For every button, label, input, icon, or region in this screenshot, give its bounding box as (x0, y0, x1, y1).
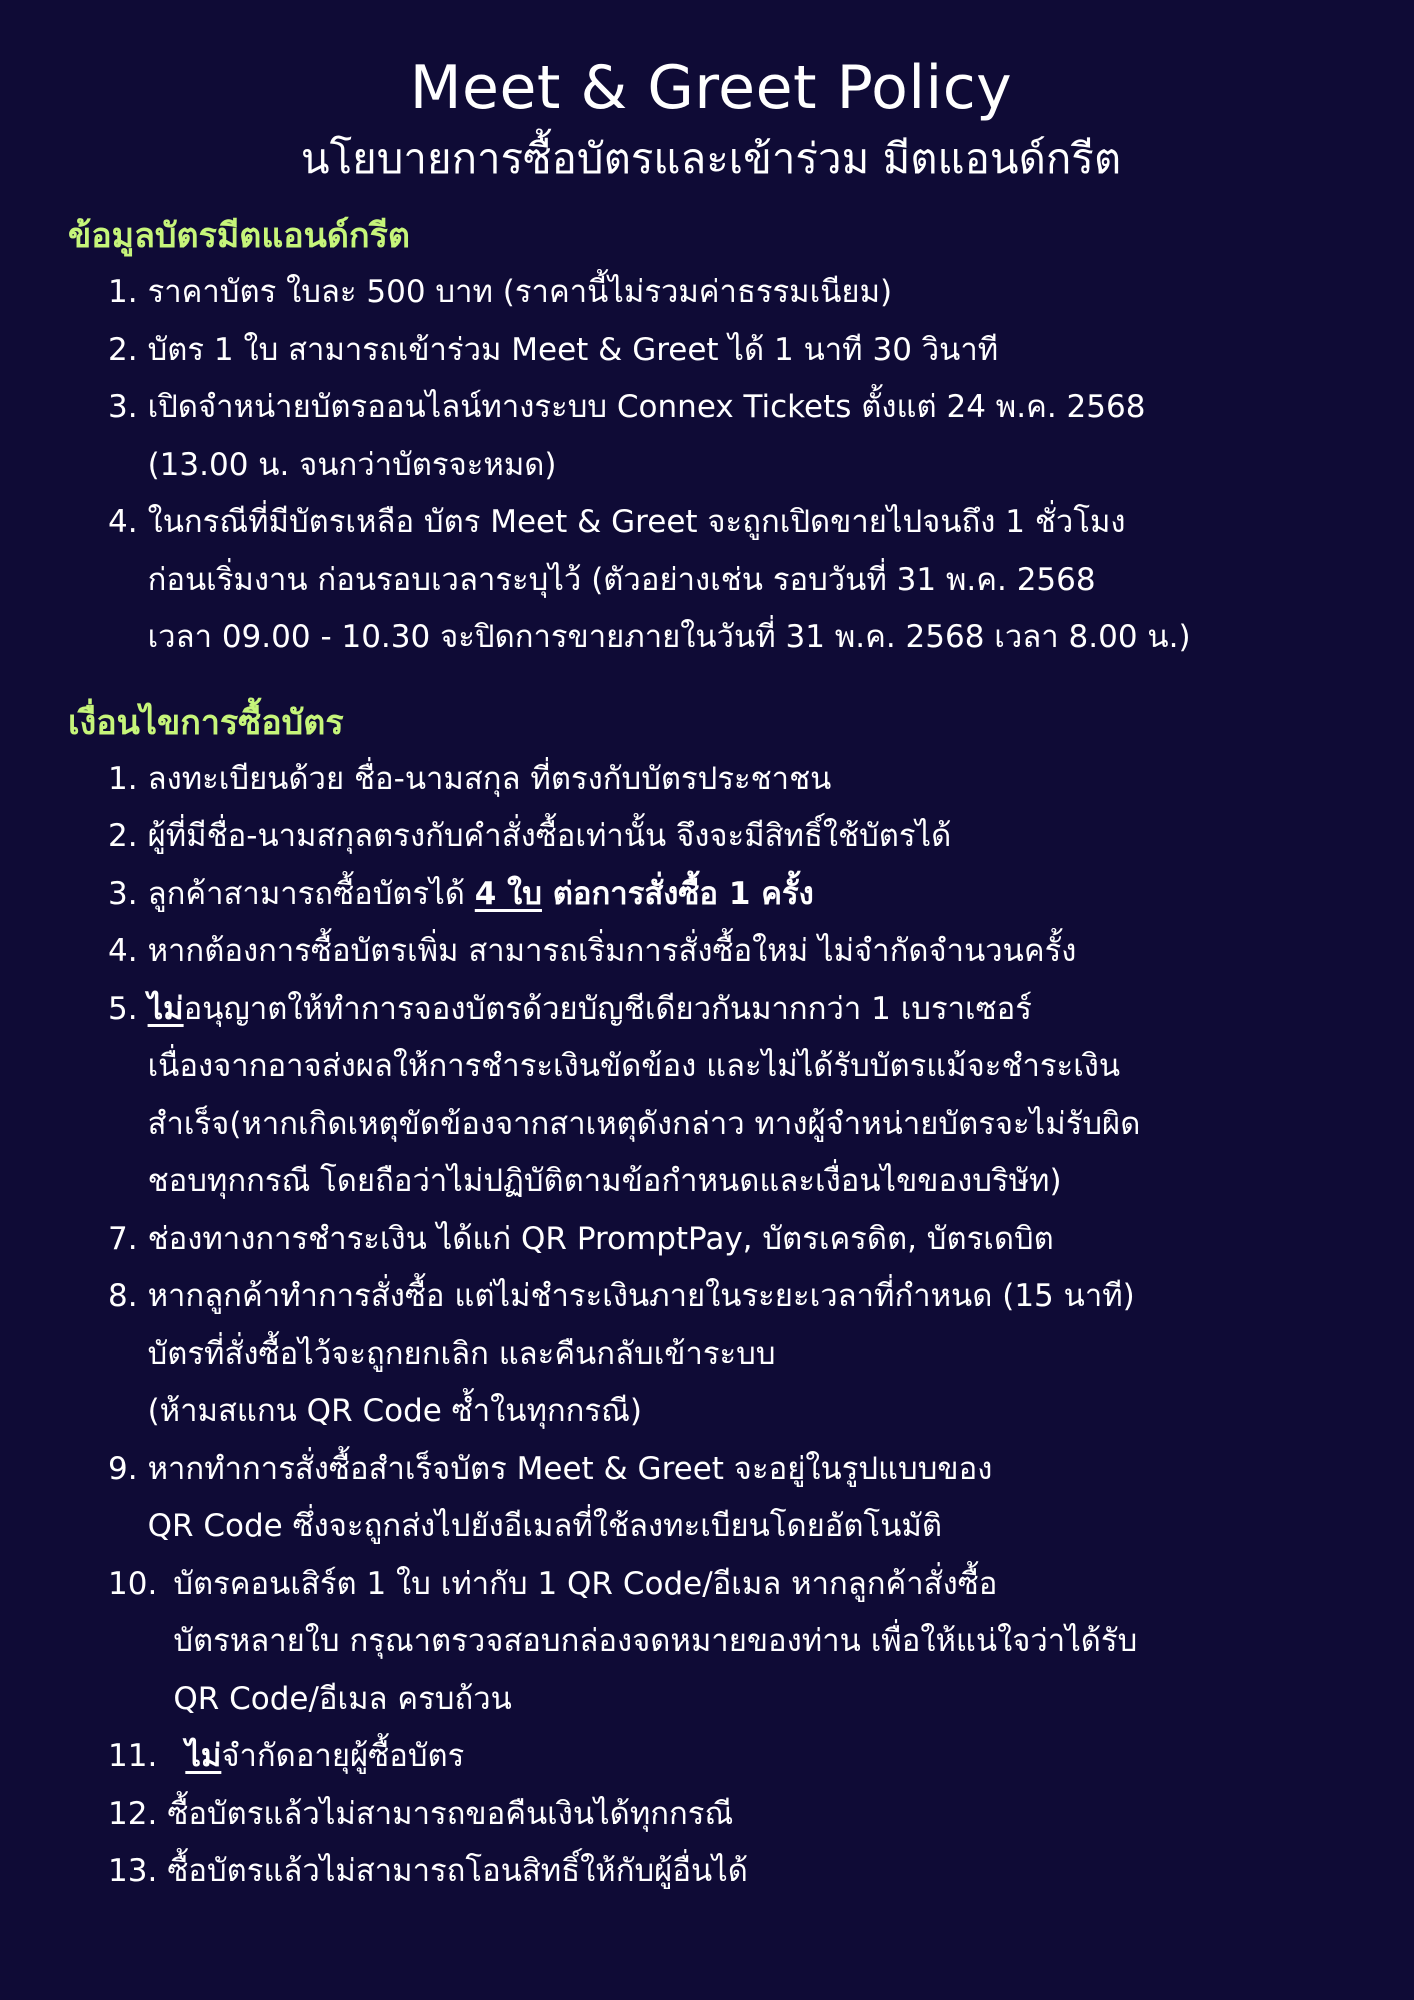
list-item (108, 1211, 1354, 1269)
list-item (108, 1728, 1354, 1786)
item-line (148, 866, 1354, 924)
ticket-info-heading: ข้อมูลบัตรมีตแอนด์กรีต (68, 216, 410, 256)
item-line: ผู้ที่มีชื่อ-นามสกุลตรงกับคำสั่งซื้อเท่านั้น จึงจะมีสิทธิ์ใช้บัตรได้ (147, 818, 952, 854)
item-line: (ห้ามสแกน QR Code ซ้ำในทุกกรณี) (147, 1393, 642, 1429)
item-number: 8. (108, 1278, 138, 1314)
list-item (108, 923, 1354, 981)
item-text (148, 923, 1354, 981)
item-text (148, 751, 1354, 809)
item-line: QR Code/อีเมล ครบถ้วน (173, 1680, 512, 1717)
item-text (148, 981, 1354, 1211)
item-text (148, 866, 1354, 924)
item-number: 4. (108, 933, 138, 969)
item-line: ลงทะเบียนด้วย ชื่อ-นามสกุล ที่ตรงกับบัตรประชาชน (147, 760, 832, 797)
item-text (148, 494, 1354, 667)
item-number: 9. (108, 1450, 138, 1487)
item-line: บัตร 1 ใบ สามารถเข้าร่วม Meet & Greet ได้ 1 นาที 30 วินาที (147, 331, 999, 368)
item-line: บัตรที่สั่งซื้อไว้จะถูกยกเลิก และคืนกลับเข้าระบบ (147, 1335, 776, 1372)
item-number: 13. (108, 1853, 158, 1889)
item-line: QR Code ซึ่งจะถูกส่งไปยังอีเมลที่ใช้ลงทะเบียนโดยอัตโนมัติ (147, 1508, 942, 1544)
purchase-conditions-list (68, 751, 1354, 1901)
item-line: ก่อนเริ่มงาน ก่อนรอบเวลาระบุไว้ (ตัวอย่างเช่น รอบวันที่ 31 พ.ค. 2568 (147, 561, 1096, 598)
item-line: บัตรหลายใบ กรุณาตรวจสอบกล่องจดหมายของท่าน เพื่อให้แน่ใจว่าได้รับ (173, 1623, 1138, 1659)
list-item (108, 1556, 1354, 1729)
item-line: เนื่องจากอาจส่งผลให้การชำระเงินขัดข้อง และไม่ได้รับบัตรแม้จะชำระเงิน (147, 1048, 1121, 1084)
item-number: 11. (108, 1738, 158, 1774)
item-number: 5. (108, 990, 138, 1027)
list-item (108, 1786, 1354, 1844)
item-number: 1. (108, 274, 138, 310)
item-line (148, 981, 1354, 1039)
item-line: หากลูกค้าทำการสั่งซื้อ แต่ไม่ชำระเงินภายในระยะเวลาที่กำหนด (15 นาที) (147, 1278, 1135, 1314)
item-text (148, 322, 1354, 380)
list-item (108, 866, 1354, 924)
item-number: 3. (108, 389, 138, 425)
item-line: หากต้องการซื้อบัตรเพิ่ม สามารถเริ่มการสั่งซื้อใหม่ ไม่จำกัดจำนวนครั้ง (147, 933, 1077, 969)
page-subtitle: นโยบายการซื้อบัตรและเข้าร่วม มีตแอนด์กรีต (300, 134, 1122, 183)
item-text (167, 1786, 1354, 1844)
not-emphasis: ไม่ (185, 1738, 222, 1774)
list-item (108, 494, 1354, 667)
purchase-conditions-heading: เงื่อนไขการซื้อบัตร (68, 702, 344, 743)
item-text (148, 1441, 1354, 1556)
item-line: ซื้อบัตรแล้วไม่สามารถขอคืนเงินได้ทุกกรณี (167, 1795, 734, 1832)
list-item (108, 1441, 1354, 1556)
item-line: หากทำการสั่งซื้อสำเร็จบัตร Meet & Greet จะอยู่ในรูปแบบของ (147, 1450, 993, 1487)
list-item (108, 1268, 1354, 1441)
purchase-conditions-section (68, 695, 1354, 1901)
item-line-rest: อนุญาตให้ทำการจองบัตรด้วยบัญชีเดียวกันมากกว่า 1 เบราเซอร์ (183, 990, 1032, 1027)
item-line: ในกรณีที่มีบัตรเหลือ บัตร Meet & Greet จะถูกเปิดขายไปจนถึง 1 ชั่วโมง (147, 504, 1126, 540)
item-line: ชอบทุกกรณี โดยถือว่าไม่ปฏิบัติตามข้อกำหนดและเงื่อนไขของบริษัท) (147, 1163, 1062, 1199)
item-text (148, 1211, 1354, 1269)
not-emphasis: ไม่ (147, 990, 184, 1027)
item-number: 4. (108, 504, 138, 540)
ticket-info-section (68, 208, 1354, 667)
item-line: เวลา 09.00 - 10.30 จะปิดการขายภายในวันที่ 31 พ.ค. 2568 เวลา 8.00 น.) (147, 619, 1191, 655)
item-text (173, 1556, 1354, 1729)
item-line: ช่องทางการชำระเงิน ได้แก่ QR PromptPay, บัตรเครดิต, บัตรเดบิต (147, 1220, 1054, 1257)
list-item (108, 322, 1354, 380)
page-title: Meet & Greet Policy (409, 53, 1013, 123)
item-number: 1. (108, 760, 138, 797)
list-item (108, 264, 1354, 322)
item-number: 12. (108, 1795, 158, 1832)
item-number: 10. (108, 1565, 158, 1602)
item-line: บัตรคอนเสิร์ต 1 ใบ เท่ากับ 1 QR Code/อีเมล หากลูกค้าสั่งซื้อ (173, 1565, 998, 1602)
item-line (185, 1728, 1354, 1786)
list-item (108, 808, 1354, 866)
item-number: 7. (108, 1220, 138, 1257)
item-text (148, 379, 1354, 494)
item-text (185, 1728, 1354, 1786)
item-text (148, 808, 1354, 866)
list-item (108, 1843, 1354, 1901)
per-order-emphasis: ต่อการสั่งซื้อ 1 ครั้ง (541, 875, 814, 912)
list-item (108, 751, 1354, 809)
ticket-limit-emphasis: 4 ใบ (474, 875, 542, 912)
list-item (108, 379, 1354, 494)
item-text (148, 1268, 1354, 1441)
list-item (108, 981, 1354, 1211)
item-number: 3. (108, 875, 138, 912)
item-text (148, 264, 1354, 322)
item-line-rest: จำกัดอายุผู้ซื้อบัตร (221, 1738, 465, 1774)
item-prefix: ลูกค้าสามารถซื้อบัตรได้ (147, 875, 475, 912)
item-line: (13.00 น. จนกว่าบัตรจะหมด) (147, 446, 557, 483)
item-text (167, 1843, 1354, 1901)
item-number: 2. (108, 331, 138, 368)
ticket-info-list (68, 264, 1354, 667)
item-line: เปิดจำหน่ายบัตรออนไลน์ทางระบบ Connex Tickets ตั้งแต่ 24 พ.ค. 2568 (147, 389, 1146, 425)
item-number: 2. (108, 818, 138, 854)
item-line: ซื้อบัตรแล้วไม่สามารถโอนสิทธิ์ให้กับผู้อื่นได้ (167, 1853, 748, 1889)
item-line: ราคาบัตร ใบละ 500 บาท (ราคานี้ไม่รวมค่าธรรมเนียม) (147, 274, 893, 310)
item-line: สำเร็จ(หากเกิดเหตุขัดข้องจากสาเหตุดังกล่าว ทางผู้จำหน่ายบัตรจะไม่รับผิด (147, 1105, 1141, 1142)
